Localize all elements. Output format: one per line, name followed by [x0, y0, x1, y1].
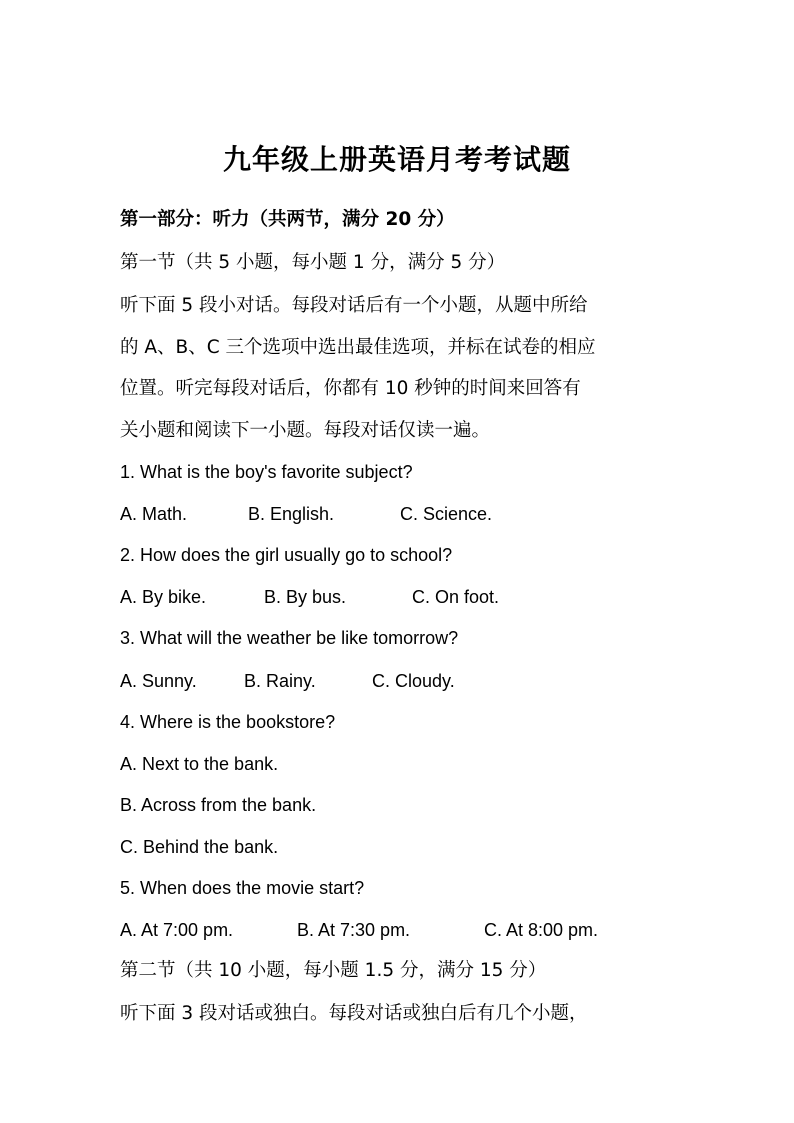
- question-2-stem: 2. How does the girl usually go to school?: [120, 545, 453, 565]
- question-5-option-c: C. At 8:00 pm.: [484, 920, 599, 940]
- section1-heading: 第一节（共 5 小题，每小题 1 分，满分 5 分）: [120, 252, 506, 273]
- question-1-option-c: C. Science.: [400, 504, 493, 524]
- question-3-stem: 3. What will the weather be like tomorrow?: [120, 628, 459, 648]
- question-2-option-b: B. By bus.: [264, 587, 347, 607]
- question-3-option-c: C. Cloudy.: [372, 671, 455, 691]
- question-2-option-a: A. By bike.: [120, 587, 207, 607]
- instruction-line-4: 关小题和阅读下一小题。每段对话仅读一遍。: [120, 420, 491, 441]
- instruction-line-2: 的 A、B、C 三个选项中选出最佳选项，并标在试卷的相应: [120, 337, 596, 358]
- question-4-option-c: C. Behind the bank.: [120, 837, 279, 857]
- question-5-stem: 5. When does the movie start?: [120, 878, 365, 898]
- question-5-option-a: A. At 7:00 pm.: [120, 920, 234, 940]
- instruction2-line-1: 听下面 3 段对话或独白。每段对话或独白后有几个小题，: [120, 1003, 588, 1024]
- question-5-option-b: B. At 7:30 pm.: [297, 920, 411, 940]
- question-3-option-a: A. Sunny.: [120, 671, 197, 691]
- part1-heading: 第一部分：听力（共两节，满分 20 分）: [120, 209, 455, 230]
- question-1-option-b: B. English.: [248, 504, 335, 524]
- question-2-option-c: C. On foot.: [412, 587, 500, 607]
- question-4-stem: 4. Where is the bookstore?: [120, 712, 336, 732]
- instruction-line-1: 听下面 5 段小对话。每段对话后有一个小题，从题中所给: [120, 295, 588, 316]
- question-3-option-b: B. Rainy.: [244, 671, 316, 691]
- instruction-line-3: 位置。听完每段对话后，你都有 10 秒钟的时间来回答有: [120, 378, 581, 399]
- question-4-option-b: B. Across from the bank.: [120, 795, 317, 815]
- question-4-option-a: A. Next to the bank.: [120, 754, 279, 774]
- exam-title: 九年级上册英语月考考试题: [222, 143, 571, 176]
- question-1-option-a: A. Math.: [120, 504, 188, 524]
- question-1-stem: 1. What is the boy's favorite subject?: [120, 462, 413, 482]
- section2-heading: 第二节（共 10 小题，每小题 1.5 分，满分 15 分）: [120, 960, 547, 981]
